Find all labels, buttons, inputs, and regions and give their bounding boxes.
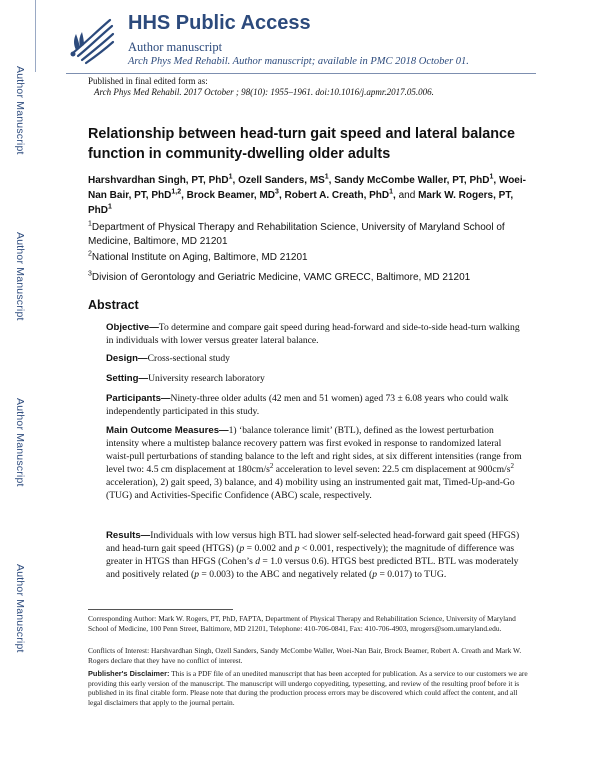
author-manuscript-subtitle: Author manuscript: [128, 40, 223, 54]
abstract-participants: [106, 392, 526, 418]
publication-info: [88, 76, 434, 98]
participants-text: Ninety-three older adults (42 men and 51 women) aged 73 ± 6.08 years who could walk independently participated in this study.: [106, 393, 509, 417]
results-text: Individuals with low versus high BTL had slower self-selected head-forward gait speed (HFGS) and head-turn gait speed (HTGS) (: [106, 530, 520, 554]
header-divider-line: [35, 0, 36, 72]
affiliation-text: National Institute on Aging, Baltimore, MD 21201: [91, 252, 308, 263]
results-text: = 1.0 versus 0.6). HTGS best predicted BTL. BTL was moderately and positively related (: [106, 556, 519, 580]
author-sup: 1: [228, 173, 233, 181]
results-italic: p: [372, 569, 378, 580]
results-italic: p: [239, 543, 245, 554]
measures-text-b: acceleration to level seven: 22.5 cm displacement at 900cm/s: [273, 464, 511, 475]
results-text: = 0.003) to the ABC and negatively related (: [198, 569, 373, 580]
pub-info-line1: Published in final edited form as:: [88, 76, 208, 86]
author-and: and: [398, 190, 416, 201]
header-rule: [66, 73, 536, 74]
author-list: Harshvardhan Singh, PT, PhD$^1$, Ozell Sanders, $MS^1$, Sandy McCombe Waller, PT, PhD$^1$, Woei-Nan Bair, PT, PhD$^{1,2}$, Brock Beamer, $MD^3$, Robert A. Creath, PhD$^1$, and Mark W. Rogers, PT, PhD$^1$: [88, 173, 526, 216]
side-label-3: Author Manuscript: [14, 398, 26, 487]
author-sup: 1: [324, 173, 329, 181]
author-sup: 1: [108, 203, 112, 211]
measures-text-a: 1) ‘balance tolerance limit’ (BTL), defined as the lowest perturbation intensity where a multistep balance recovery pattern was first evoked in response to randomized lateral waist-pull perturbations of standing balance to the left and right sides, at six different intensities (range from level two: 4.5 cm displacement at 180cm/s: [106, 425, 522, 475]
results-text: = 0.017) to TUG.: [377, 569, 447, 580]
setting-label: Setting—: [106, 373, 149, 384]
results-italic: p: [194, 569, 199, 580]
footnote-corresponding: Corresponding Author: Mark W. Rogers, PT, PhD, FAPTA, Department of Physical Therapy and Rehabilitation Science, University of Maryland School of Medicine, 100 Penn Street, Baltimore, MD 21201, Telephone: 410-706-0841, Fax: 410-706-4903, mrogers@som.umaryland.edu.: [88, 614, 516, 633]
footnote-disclaimer: [88, 669, 528, 707]
side-label-2: Author Manuscript: [14, 232, 26, 321]
results-text: < 0.001, respectively); the magnitude of difference was greater in HTGS than HFGS (Cohen’s: [106, 543, 515, 567]
hhs-public-access-title: HHS Public Access: [128, 12, 311, 34]
results-text: = 0.002 and: [244, 543, 295, 554]
author-sup: 1,2: [171, 188, 182, 196]
disclaimer-label: Publisher's Disclaimer:: [88, 669, 170, 678]
measures-label: Main Outcome Measures—: [106, 425, 229, 436]
author-name: Harshvardhan Singh, PT, PhD: [88, 175, 229, 186]
author-name: Mark W. Rogers, PT, PhD: [88, 190, 514, 216]
author-name: Sandy McCombe Waller, PT, PhD: [334, 175, 490, 186]
journal-availability-line: Arch Phys Med Rehabil. Author manuscript; available in PMC 2018 October 01.: [128, 56, 469, 67]
abstract-setting: [106, 372, 526, 385]
paper-title: Relationship between head-turn gait speed and lateral balance function in community-dwelling older adults: [88, 126, 516, 162]
abstract-design: [106, 352, 526, 365]
affiliation-sup: 2: [88, 250, 92, 258]
abstract-results: [106, 529, 526, 581]
disclaimer-text: This is a PDF file of an unedited manuscript that has been accepted for publication. As a service to our customers we are providing this early version of the manuscript. The manuscript will undergo copyediting, typesetting, and review of the resulting proof before it is published in its final citable form. Please note that during the production process errors may be discovered which could affect the content, and all legal disclaimers that apply to the journal pertain.: [88, 669, 528, 707]
author-sup: 3: [275, 188, 279, 196]
pub-info-citation: Arch Phys Med Rehabil. 2017 October ; 98(10): 1955–1961. doi:10.1016/j.apmr.2017.05.006.: [94, 87, 434, 97]
affiliation-3: [88, 271, 528, 285]
affiliation-1: [88, 221, 528, 249]
results-italic: d: [255, 556, 261, 567]
author-name: Ozell Sanders, MS: [238, 175, 325, 186]
affiliation-sup: 3: [88, 270, 92, 278]
participants-label: Participants—: [106, 393, 171, 404]
abstract-measures: [106, 424, 526, 502]
hhs-eagle-logo-icon: [66, 14, 118, 66]
author-sup: 1: [489, 173, 494, 181]
author-name: Robert A. Creath, PhD: [284, 190, 390, 201]
measures-text-c: acceleration), 2) gait speed, 3) balance, and 4) mobility using an instrumented gait mat, Timed-Up-and-Go (TUG) and Activities-Specific Confidence (ABC) scale, respectively.: [106, 477, 515, 501]
abstract-heading: Abstract: [88, 298, 139, 312]
design-text: Cross-sectional study: [147, 353, 230, 364]
author-name: Woei-Nan Bair, PT, PhD: [88, 175, 526, 201]
author-sup: 1: [389, 188, 394, 196]
design-label: Design—: [106, 353, 148, 364]
affiliation-text: Department of Physical Therapy and Rehabilitation Science, University of Maryland School of Medicine, Baltimore, MD 21201: [88, 222, 505, 247]
measures-sup: 2: [510, 461, 514, 470]
objective-text: To determine and compare gait speed during head-forward and side-to-side head-turn walking in individuals with lower versus greater lateral balance.: [106, 322, 520, 346]
objective-label: Objective—: [106, 322, 159, 333]
side-label-1: Author Manuscript: [14, 66, 26, 155]
affiliation-sup: 1: [88, 220, 92, 228]
footnote-conflicts: Conflicts of Interest: Harshvardhan Singh, Ozell Sanders, Sandy McCombe Waller, Woei-Nan Bair, Brock Beamer, Robert A. Creath and Mark W. Rogers declare that they have no conflict of interest.: [88, 646, 522, 665]
results-italic: p: [294, 543, 300, 554]
affiliation-2: [88, 251, 528, 265]
setting-text: University research laboratory: [148, 373, 265, 384]
results-label: Results—: [106, 530, 151, 541]
footnote-rule: [88, 609, 233, 610]
side-label-4: Author Manuscript: [14, 564, 26, 653]
measures-sup: 2: [269, 461, 274, 470]
abstract-objective: [106, 321, 526, 347]
affiliation-text: Division of Gerontology and Geriatric Medicine, VAMC GRECC, Baltimore, MD 21201: [91, 272, 471, 283]
author-name: Brock Beamer, MD: [186, 190, 276, 201]
